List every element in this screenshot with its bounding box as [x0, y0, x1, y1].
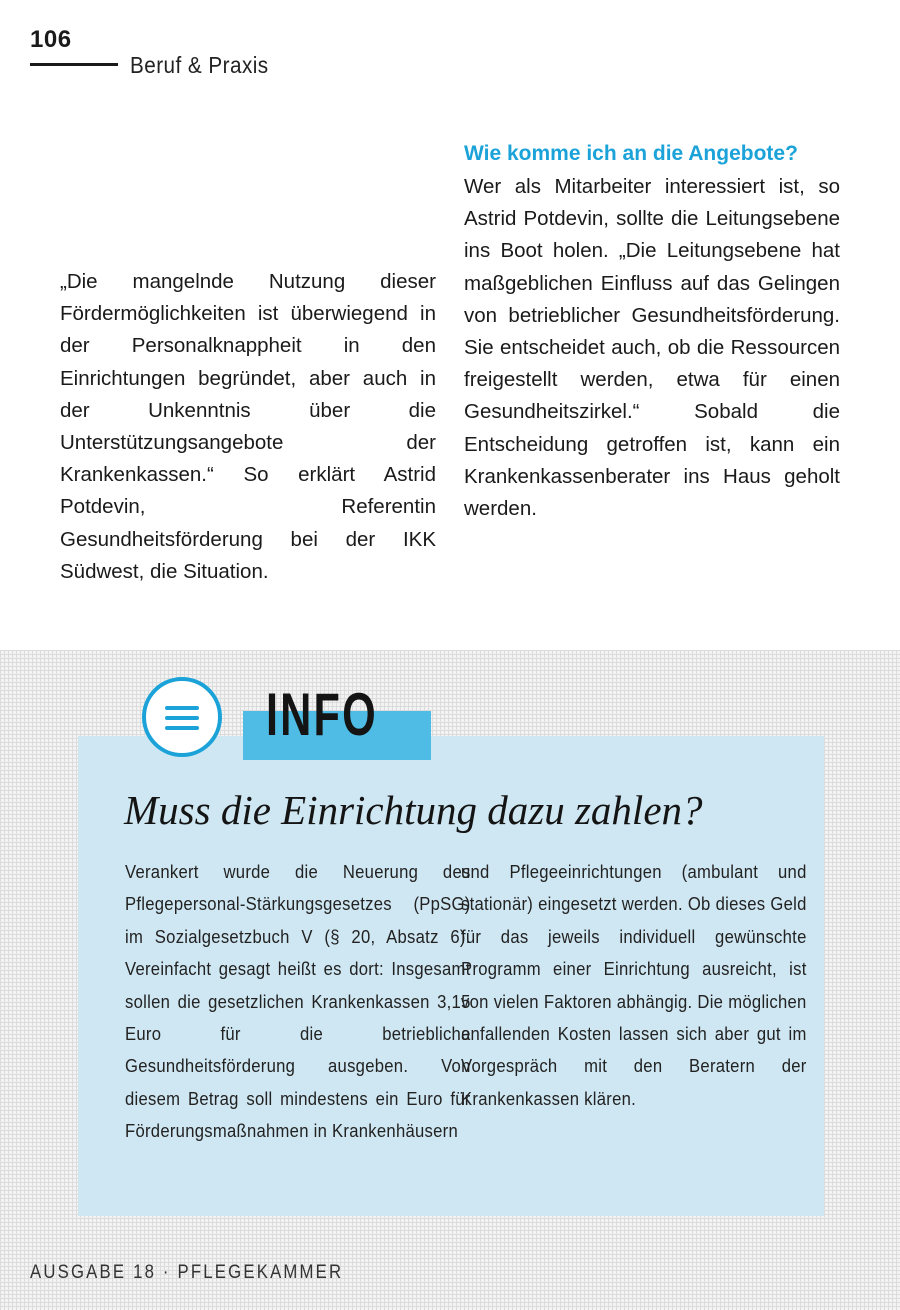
- article-right-text: Wer als Mitarbeiter interessiert ist, so Astrid Potdevin, sollte die Leitungsebene ins Boot holen. „Die Leitungsebene hat maßgeblichen Einfluss auf das Gelingen von betrieblicher Gesundheitsförderung. Sie entscheidet auch, ob die Ressourcen freigestellt werden, etwa für einen Gesundheitszirkel.“ Sobald die Entscheidung getroffen ist, kann ein Krankenkassenberater ins Haus geholt werden.: [464, 175, 840, 521]
- info-title: Muss die Einrichtung dazu zahlen?: [124, 787, 703, 833]
- info-right-text: und Pflegeeinrichtungen (ambulant und stationär) eingesetzt werden. Ob dieses Geld für das jeweils individuell gewünschte Programm einer Einrichtung ausreicht, ist von vielen Faktoren abhängig. Die möglichen anfallenden Kosten lassen sich aber gut im Vorgespräch mit den Beratern der Krankenkassen klären.: [461, 861, 807, 1109]
- article-subheading: Wie komme ich an die Angebote?: [464, 142, 798, 165]
- footer-issue-label: AUSGABE 18 · PFLEGEKAMMER: [30, 1262, 344, 1283]
- info-right-column: [461, 856, 807, 1115]
- menu-lines-icon: [142, 677, 222, 757]
- article-left-column: „Die mangelnde Nutzung dieser Fördermöglichkeiten ist überwiegend in der Personalknappheit in den Einrichtungen begründet, aber auch in der Unkenntnis über die Unterstützungsangebote der Krankenkassen.“ So erklärt Astrid Potdevin, Referentin Gesundheitsförderung bei der IKK Südwest, die Situation.: [60, 270, 436, 583]
- section-label: Beruf & Praxis: [130, 52, 269, 78]
- info-left-column: [125, 856, 471, 1148]
- info-left-text: Verankert wurde die Neuerung des Pflegepersonal-Stärkungsgesetzes (PpSG) im Sozialgesetzbuch V (§ 20, Absatz 6). Vereinfacht gesagt heißt es dort: Insgesamt sollen die gesetzlichen Krankenkassen 3,15 Euro für die betriebliche Gesundheitsförderung ausgeben. Von diesem Betrag soll mindestens ein Euro für Förderungsmaßnahmen in Krankenhäusern: [125, 861, 471, 1142]
- header-rule: [30, 63, 118, 66]
- page-number: 106: [30, 26, 72, 53]
- article-right-column: [464, 138, 840, 525]
- info-tag: INFO: [266, 681, 378, 748]
